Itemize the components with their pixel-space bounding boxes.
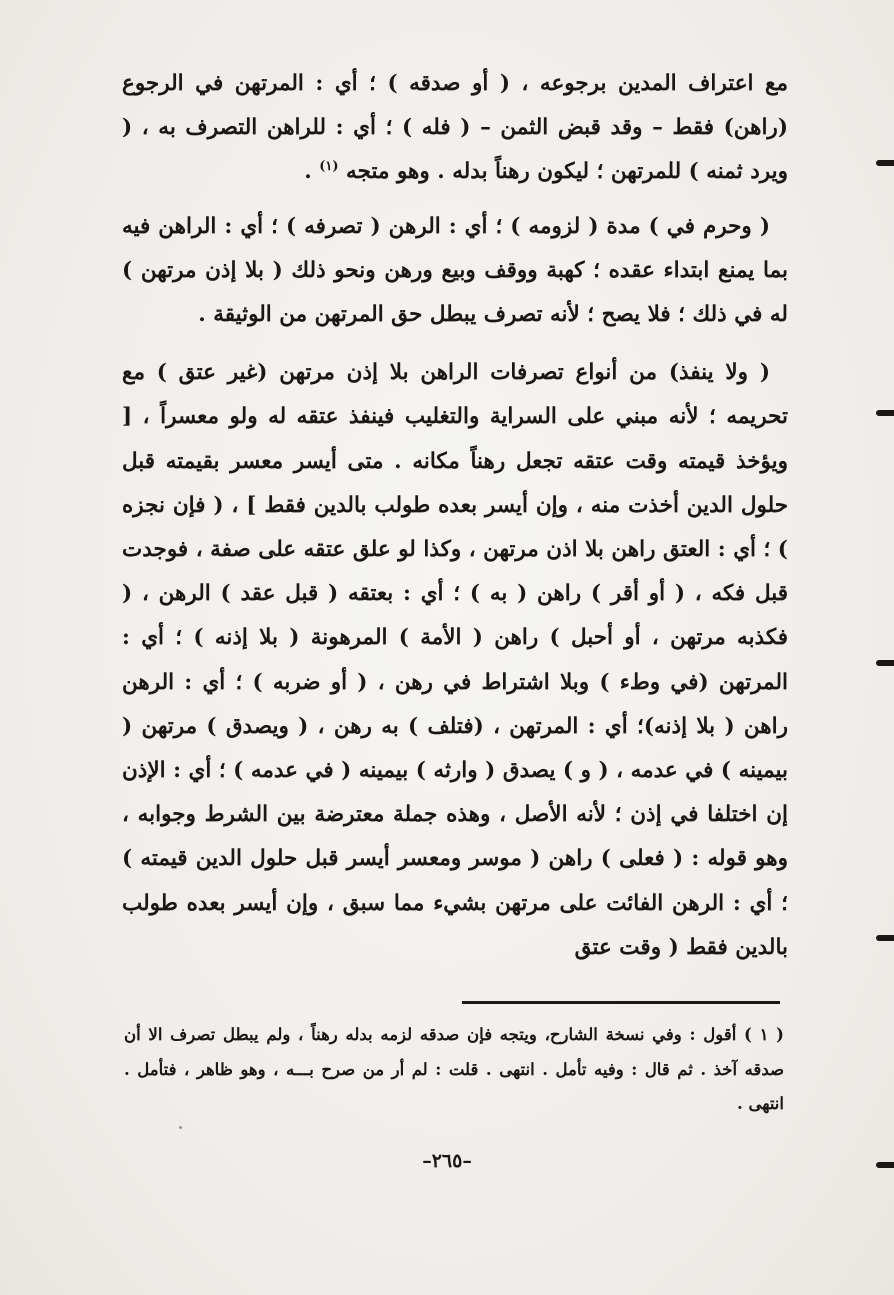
margin-tab-mark [876,935,894,941]
margin-tab-mark [876,1162,894,1168]
paragraph-text: ( وحرم في ) مدة ( لزومه ) ؛ أي : الرهن ( تصرفه ) ؛ أي : الراهن فيه بما يمنع ابتداء عقده ؛ كهبة ووقف وبيع ورهن ونحو ذلك ( بلا إذن مرتهن ) له في ذلك ؛ فلا يصح ؛ لأنه تصرف يبطل حق المرتهن من الوثيقة . [122,213,788,328]
paragraph [122,351,788,970]
footnote-divider [462,1001,780,1004]
margin-tab-mark [876,160,894,166]
page-number: –٢٦٥– [422,1150,472,1172]
paragraph [122,205,788,338]
margin-tab-mark [876,410,894,416]
paragraph: مع اعتراف المدين برجوعه ، ( أو صدقه ) ؛ أي : المرتهن في الرجوع (راهن) فقط – وقد قبض الثمن – ( فله ) ؛ أي : للراهن التصرف به ، ( ويرد ثمنه ) للمرتهن ؛ ليكون رهناً بدله . وهو متجه $^{(١)}$ . [122,71,788,185]
margin-tab-mark [876,660,894,666]
paper-speck [179,1126,182,1129]
paragraph-text: ( ولا ينفذ) من أنواع تصرفات الراهن بلا إذن مرتهن (غير عتق ) مع تحريمه ؛ لأنه مبني على السراية والتغليب فينفذ عتقه له ولو معسراً ، [ ويؤخذ قيمته وقت عتقه تجعل رهناً مكانه . متى أيسر معسر بقيمته قبل حلول الدين أخذت منه ، وإن أيسر بعده طولب بالدين فقط ] ، ( فإن نجزه ) ؛ أي : العتق راهن بلا اذن مرتهن ، وكذا لو علق عتقه على صفة ، فوجدت قبل فكه ، ( أو أقر ) راهن ( به ) ؛ أي : بعتقه ( قبل عقد ) الرهن ، ( فكذبه مرتهن ، أو أحبل ) راهن ( الأمة ) المرهونة ( بلا إذنه ) ؛ أي : المرتهن (في وطء ) وبلا اشتراط في رهن ، ( أو ضربه ) ؛ أي : الرهن راهن ( بلا إذنه)؛ أي : المرتهن ، (فتلف ) به رهن ، ( ويصدق ) مرتهن ( بيمينه ) في عدمه ، ( و ) يصدق ( وارثه ) بيمينه ( في عدمه ) ؛ أي : الإذن إن اختلفا في إذن ؛ لأنه الأصل ، وهذه جملة معترضة بين الشرط وجوابه ، وهو قوله : ( فعلى ) راهن ( موسر ومعسر أيسر قبل حلول الدين قيمته ) ؛ أي : الرهن الفائت على مرتهن بشيء مما سبق ، وإن أيسر بعده طولب بالدين فقط ( وقت عتق [122,360,788,960]
main-text [122,62,788,984]
footnote-reference: (١) [319,159,339,175]
footnote: ( ١ ) أقول : وفي نسخة الشارح، ويتجه فإن صدقه لزمه بدله رهناً ، ولم يبطل تصرف الا أن صدقه آخذ . ثم قال : وفيه تأمل . انتهى . قلت : لم أر من صرح بـــه ، وهو ظاهر ، فتأمل . انتهى . [124,1025,784,1113]
paragraph-text: مع اعتراف المدين برجوعه ، ( أو صدقه ) ؛ أي : المرتهن في الرجوع (راهن) فقط – وقد قبض الثمن – ( فله ) ؛ أي : للراهن التصرف به ، ( ويرد ثمنه ) للمرتهن ؛ ليكون رهناً بدله . وهو متجه [122,71,788,185]
